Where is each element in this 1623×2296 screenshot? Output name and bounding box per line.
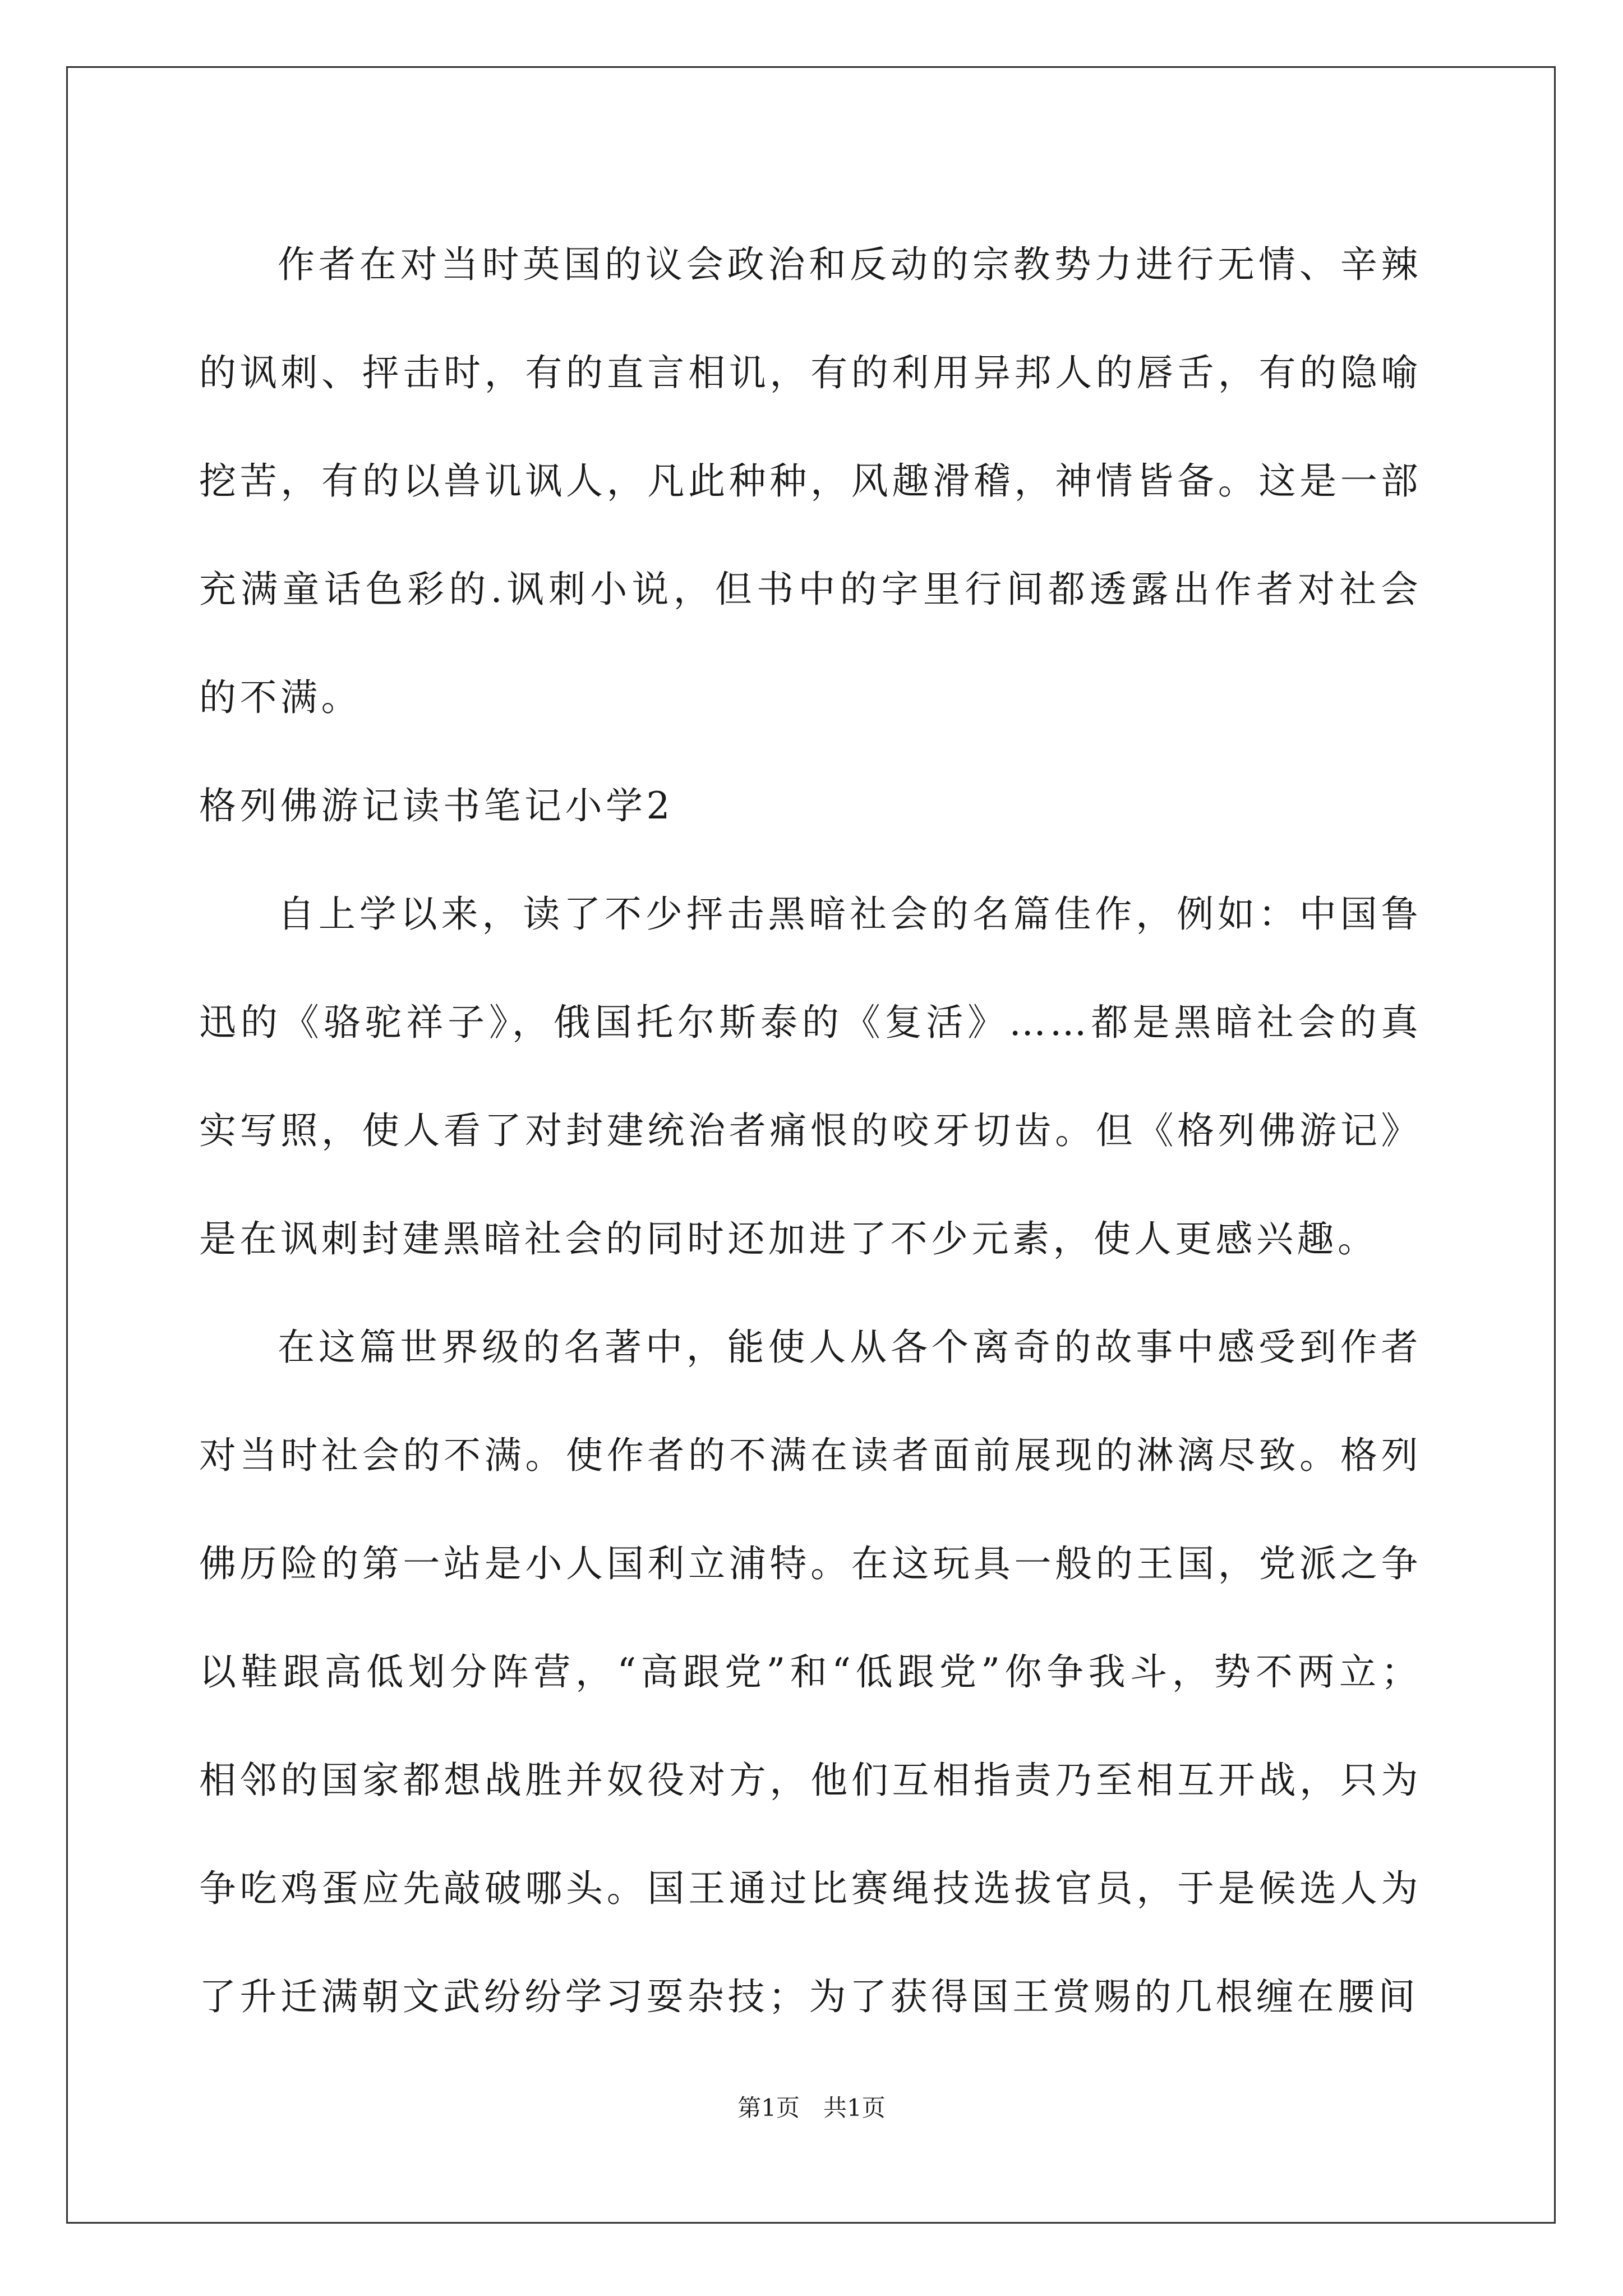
page-footer: [0, 2091, 1623, 2125]
paragraph-section-2: 在这篇世界级的名著中，能使人从各个离奇的故事中感受到作者对当时社会的不满。使作者的不满在读者面前展现的淋漓尽致。格列佛历险的第一站是小人国利立浦特。在这玩具一般的王国，党派之争以鞋跟高低划分阵营，“高跟党”和“低跟党”你争我斗，势不两立；相邻的国家都想战胜并奴役对方，他们互相指责乃至相互开战，只为争吃鸡蛋应先敲破哪头。国王通过比赛绳技选拔官员，于是候选人为了升迁满朝文武纷纷学习耍杂技；为了获得国王赏赐的几根缠在腰间: [199, 1326, 1422, 2018]
document-body: [199, 210, 1422, 2051]
page-number-total: 共1页: [823, 2094, 886, 2122]
page-number-current: 第1页: [737, 2094, 800, 2122]
paragraph-intro: 作者在对当时英国的议会政治和反动的宗教势力进行无情、辛辣的讽刺、抨击时，有的直言相讥，有的利用异邦人的唇舌，有的隐喻挖苦，有的以兽讥讽人，凡此种种，风趣滑稽，神情皆备。这是一部充满童话色彩的.讽刺小说，但书中的字里行间都透露出作者对社会的不满。: [199, 243, 1422, 719]
section-heading: 格列佛游记读书笔记小学2: [199, 784, 674, 827]
paragraph-section-1: 自上学以来，读了不少抨击黑暗社会的名篇佳作，例如：中国鲁迅的《骆驼祥子》，俄国托尔斯泰的《复活》……都是黑暗社会的真实写照，使人看了对封建统治者痛恨的咬牙切齿。但《格列佛游记》是在讽刺封建黑暗社会的同时还加进了不少元素，使人更感兴趣。: [199, 892, 1422, 1260]
